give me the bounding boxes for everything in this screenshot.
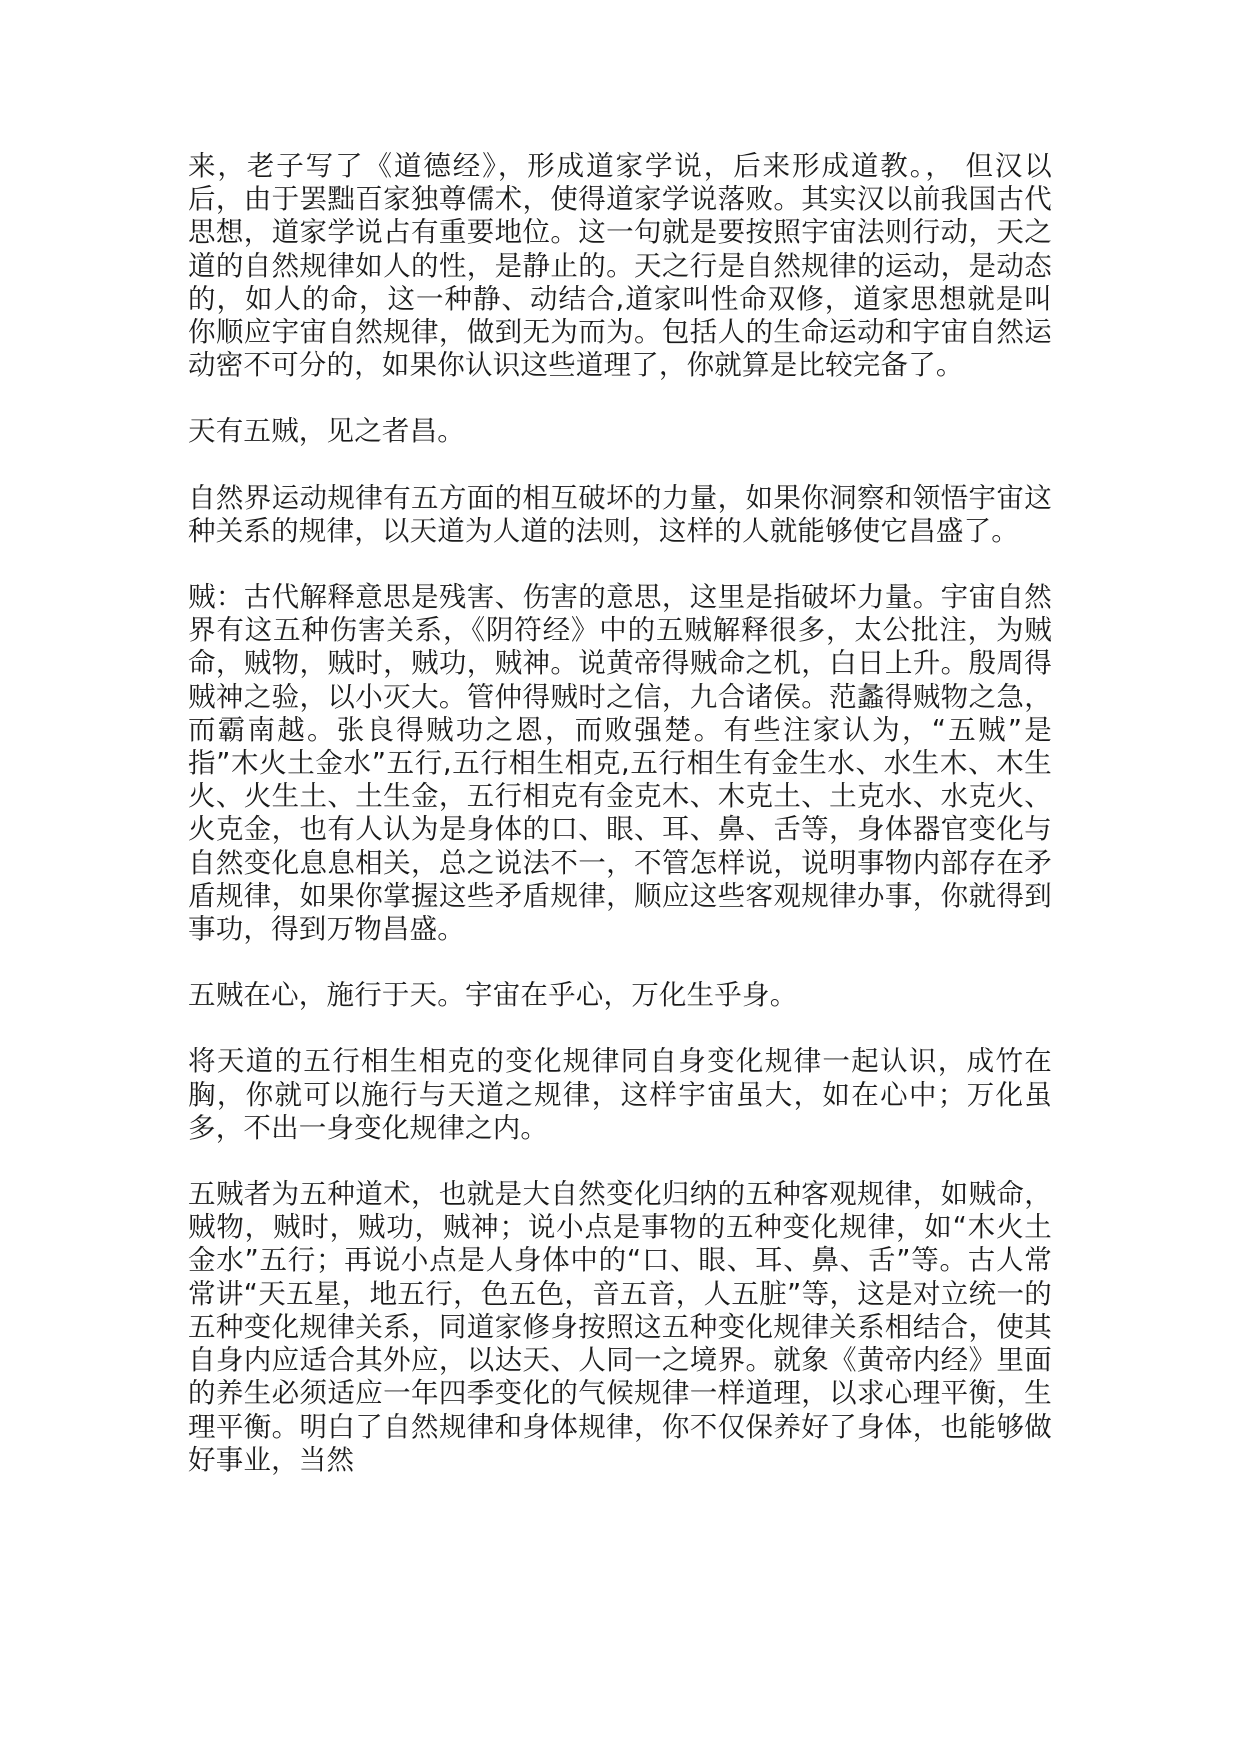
- paragraph-4: 贼：古代解释意思是残害、伤害的意思，这里是指破坏力量。宇宙自然界有这五种伤害关系，《阴符经》中的五贼解释很多，太公批注，为贼命，贼物，贼时，贼功，贼神。说黄帝得贼命之机，白日上升。殷周得贼神之验，以小灭大。管仲得贼时之信，九合诸侯。范蠡得贼物之急，而霸南越。张良得贼功之恩，而败强楚。有些注家认为，“五贼”是指”木火土金水”五行,五行相生相克,五行相生有金生水、水生木、木生火、火生土、土生金，五行相克有金克木、木克土、土克水、水克火、火克金，也有人认为是身体的口、眼、耳、鼻、舌等，身体器官变化与自然变化息息相关，总之说法不一，不管怎样说，说明事物内部存在矛盾规律，如果你掌握这些矛盾规律，顺应这些客观规律办事，你就得到事功，得到万物昌盛。: [188, 581, 1052, 946]
- paragraph-3: 自然界运动规律有五方面的相互破坏的力量，如果你洞察和领悟宇宙这种关系的规律，以天道为人道的法则，这样的人就能够使它昌盛了。: [188, 481, 1052, 547]
- paragraph-1: 来，老子写了《道德经》，形成道家学说，后来形成道教。， 但汉以后，由于罢黜百家独尊儒术，使得道家学说落败。其实汉以前我国古代思想，道家学说占有重要地位。这一句就是要按照宇宙法则行动，天之道的自然规律如人的性，是静止的。天之行是自然规律的运动，是动态的，如人的命，这一种静、动结合,道家叫性命双修，道家思想就是叫你顺应宇宙自然规律，做到无为而为。包括人的生命运动和宇宙自然运动密不可分的，如果你认识这些道理了，你就算是比较完备了。: [188, 150, 1052, 382]
- paragraph-6: 将天道的五行相生相克的变化规律同自身变化规律一起认识，成竹在胸，你就可以施行与天道之规律，这样宇宙虽大，如在心中；万化虽多，不出一身变化规律之内。: [188, 1045, 1052, 1144]
- paragraph-2: 天有五贼，见之者昌。: [188, 415, 465, 448]
- paragraph-5: 五贼在心，施行于天。宇宙在乎心，万化生乎身。: [188, 979, 798, 1012]
- paragraph-7: 五贼者为五种道术，也就是大自然变化归纳的五种客观规律，如贼命，贼物，贼时，贼功，贼神；说小点是事物的五种变化规律，如“木火土金水”五行；再说小点是人身体中的“口、眼、耳、鼻、舌”等。古人常常讲“天五星，地五行，色五色，音五音，人五脏”等，这是对立统一的五种变化规律关系，同道家修身按照这五种变化规律关系相结合，使其自身内应适合其外应，以达天、人同一之境界。就象《黄帝内经》里面的养生必须适应一年四季变化的气候规律一样道理，以求心理平衡，生理平衡。明白了自然规律和身体规律，你不仅保养好了身体，也能够做好事业，当然: [188, 1178, 1052, 1476]
- document-page: [188, 150, 1052, 1510]
